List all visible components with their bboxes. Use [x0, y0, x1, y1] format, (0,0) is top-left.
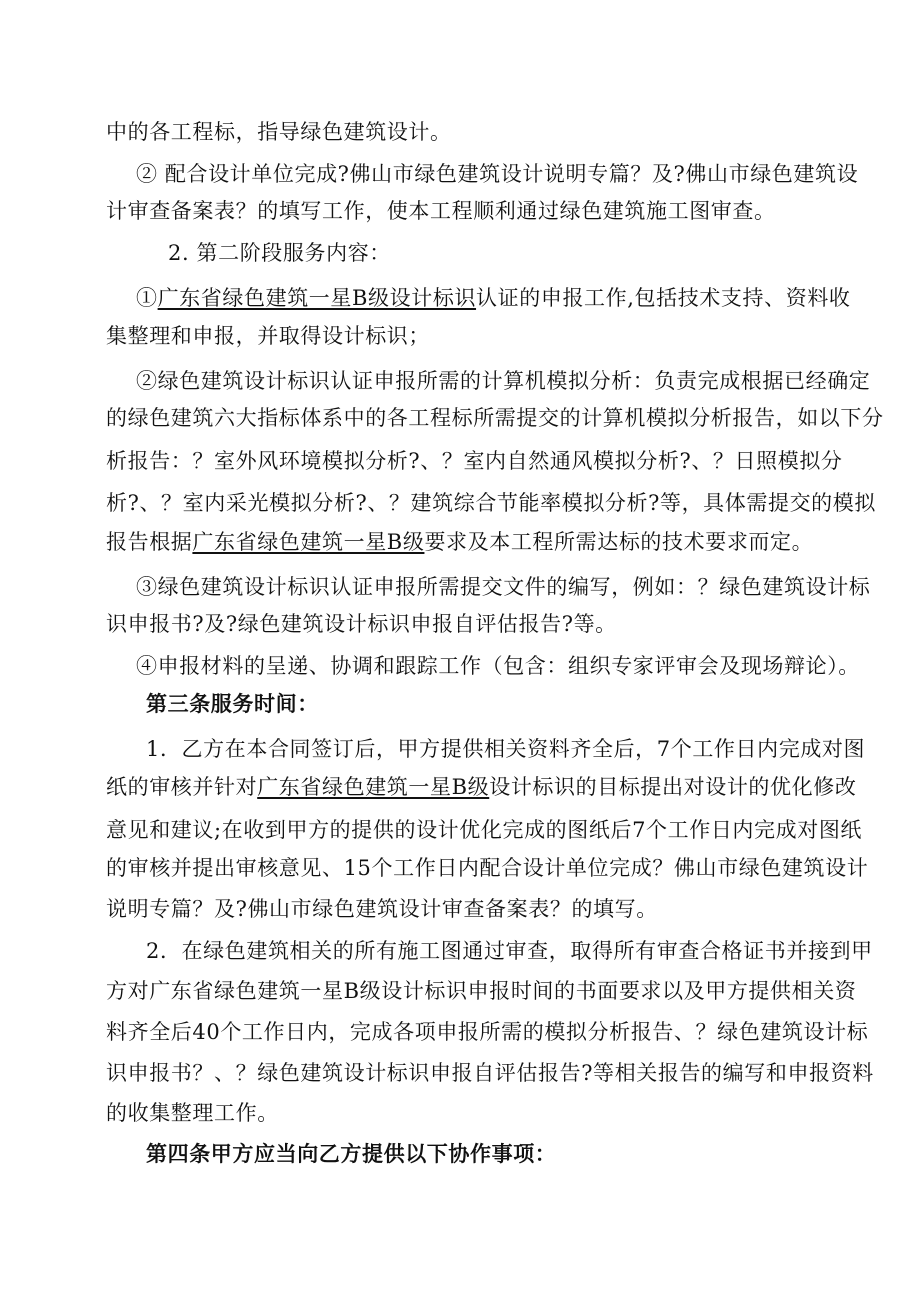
text-span: 纸的审核并针对 — [106, 775, 258, 799]
text-line: 2．在绿色建筑相关的所有施工图通过审查，取得所有审查合格证书并接到甲 — [146, 939, 873, 963]
section-subheading: 2. 第二阶段服务内容： — [168, 241, 391, 265]
text-line: ② 配合设计单位完成?佛山市绿色建筑设计说明专篇？及?佛山市绿色建筑设 — [136, 162, 859, 186]
text-line: 意见和建议;在收到甲方的提供的设计优化完成的图纸后7个工作日内完成对图纸 — [106, 818, 863, 842]
text-span: 要求及本工程所需达标的技术要求而定。 — [424, 530, 814, 554]
text-line — [136, 283, 876, 313]
text-line: 料齐全后40个工作日内，完成各项申报所需的模拟分析报告、？绿色建筑设计标 — [106, 1020, 869, 1044]
text-line: 的绿色建筑六大指标体系中的各工程标所需提交的计算机模拟分析报告，如以下分 — [106, 406, 884, 430]
text-span: 设计标识的目标提出对设计的优化修改 — [489, 775, 857, 799]
text-line: 析报告：？室外风环境模拟分析?、？室内自然通风模拟分析?、？日照模拟分 — [106, 449, 843, 473]
text-line: 集整理和申报，并取得设计标识； — [106, 324, 430, 348]
text-span: 报告根据 — [106, 530, 193, 554]
text-line — [106, 772, 857, 802]
text-line: 说明专篇？及?佛山市绿色建筑设计审查备案表？的填写。 — [106, 897, 658, 921]
text-line: 计审查备案表？的填写工作，使本工程顺利通过绿色建筑施工图审查。 — [106, 199, 776, 223]
text-line: ④申报材料的呈递、协调和跟踪工作（包含：组织专家评审会及现场辩论）。 — [136, 654, 860, 678]
underlined-text: 广东省绿色建筑一星B级 — [257, 775, 490, 799]
text-span: ① — [136, 286, 158, 310]
text-line: ②绿色建筑设计标识认证申报所需的计算机模拟分析：负责完成根据已经确定 — [136, 369, 871, 393]
underlined-text: 广东省绿色建筑一星B级 — [192, 530, 425, 554]
text-span: 认证的申报工作,包括技术支持、资料收 — [476, 286, 851, 310]
text-line: 方对广东省绿色建筑一星B级设计标识申报时间的书面要求以及甲方提供相关资 — [106, 979, 857, 1003]
article-heading: 第四条甲方应当向乙方提供以下协作事项： — [146, 1142, 557, 1166]
text-line: 的收集整理工作。 — [106, 1101, 279, 1125]
article-heading: 第三条服务时间： — [146, 692, 319, 716]
text-line: 1．乙方在本合同签订后，甲方提供相关资料齐全后，7个工作日内完成对图 — [146, 737, 866, 761]
text-line: 识申报书?及?绿色建筑设计标识申报自评估报告?等。 — [106, 612, 617, 636]
text-line: 中的各工程标，指导绿色建筑设计。 — [106, 120, 452, 144]
underlined-text: 广东省绿色建筑一星B级设计标识 — [157, 286, 477, 310]
text-line: 析?、？室内采光模拟分析?、？建筑综合节能率模拟分析?等，具体需提交的模拟 — [106, 491, 876, 515]
text-line — [106, 527, 846, 557]
text-line: ③绿色建筑设计标识认证申报所需提交文件的编写，例如：？绿色建筑设计标 — [136, 575, 871, 599]
text-line: 的审核并提出审核意见、15个工作日内配合设计单位完成？佛山市绿色建筑设计 — [106, 856, 869, 880]
text-line: 识申报书？、？绿色建筑设计标识申报自评估报告?等相关报告的编写和申报资料 — [106, 1061, 874, 1085]
